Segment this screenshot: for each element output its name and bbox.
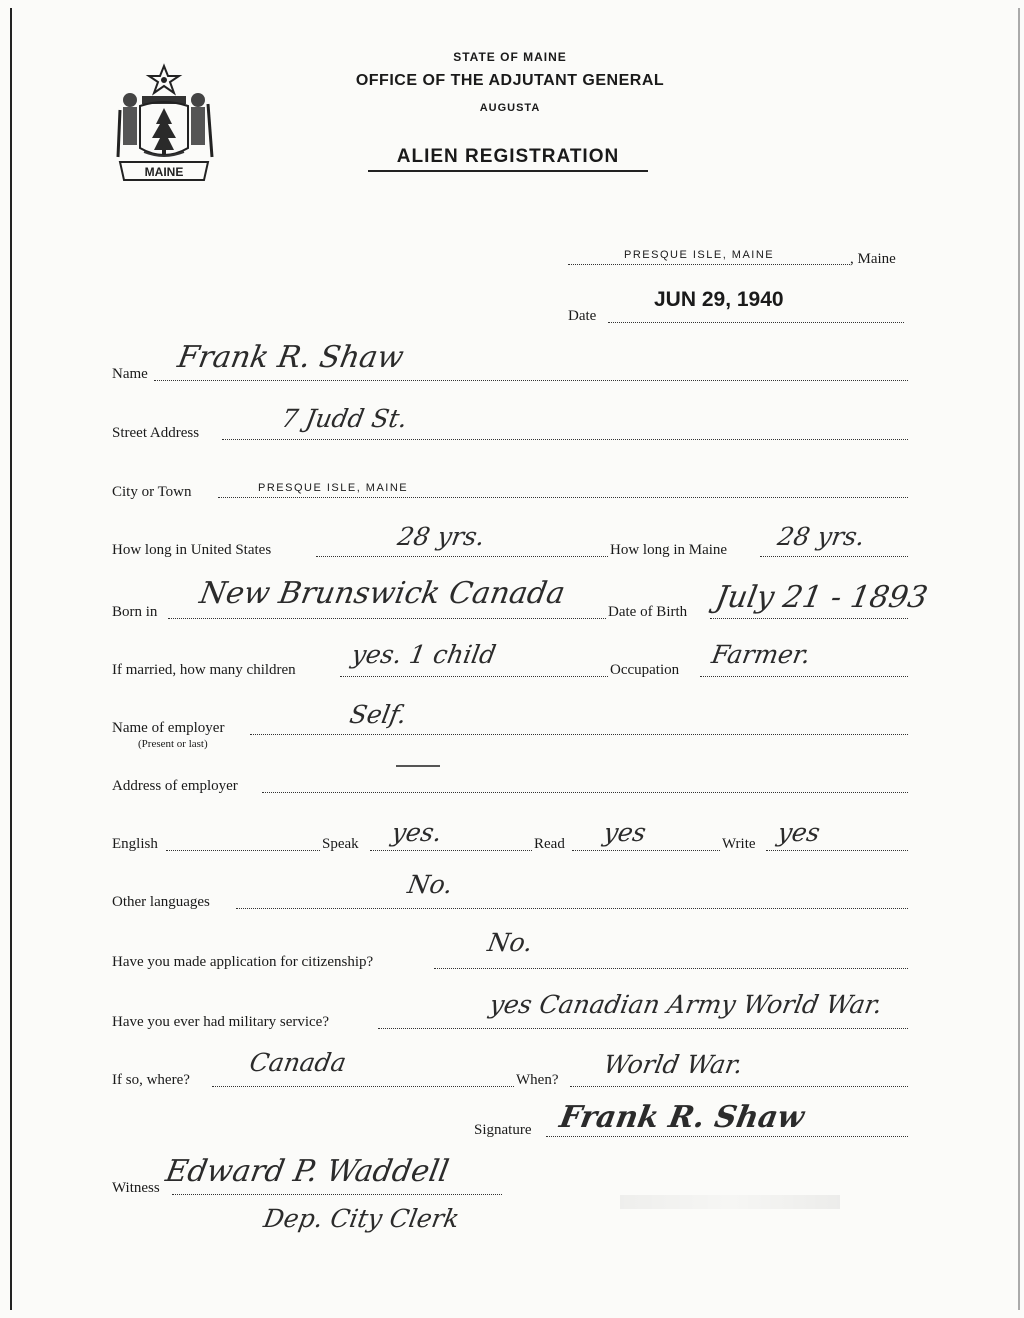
state-of-maine-seal <box>108 62 220 184</box>
faint-smudge <box>620 1195 840 1209</box>
employer-address-label: Address of employer <box>112 778 238 794</box>
how-long-maine-value[interactable]: 28 yrs. <box>775 522 868 551</box>
how-long-us-value[interactable]: 28 yrs. <box>395 522 488 551</box>
other-languages-value[interactable]: No. <box>405 870 455 899</box>
date-line <box>608 322 904 323</box>
employer-line <box>250 734 908 735</box>
military-line <box>378 1028 908 1029</box>
place-line <box>568 264 850 265</box>
city-line <box>218 497 908 498</box>
signature-line <box>546 1136 908 1137</box>
occupation-line <box>700 676 908 677</box>
children-label: If married, how many children <box>112 662 296 678</box>
witness-title: Dep. City Clerk <box>261 1204 462 1233</box>
born-in-value[interactable]: New Brunswick Canada <box>196 576 568 611</box>
dob-value[interactable]: July 21 - 1893 <box>712 580 931 615</box>
header-city: AUGUSTA <box>479 102 541 114</box>
form-title: ALIEN REGISTRATION <box>368 146 648 172</box>
write-line <box>766 850 908 851</box>
read-line <box>572 850 720 851</box>
street-label: Street Address <box>112 425 200 441</box>
city-label: City or Town <box>112 484 192 500</box>
header-state: STATE OF MAINE <box>453 50 567 64</box>
signature-value[interactable]: Frank R. Shaw <box>556 1100 807 1135</box>
how-long-us-line <box>316 556 608 557</box>
header-office: OFFICE OF THE ADJUTANT GENERAL <box>355 72 665 89</box>
read-value[interactable]: yes <box>601 818 649 847</box>
english-line <box>166 850 320 851</box>
street-line <box>222 439 908 440</box>
citizenship-value[interactable]: No. <box>485 928 535 957</box>
place-stamp: PRESQUE ISLE, MAINE <box>624 249 775 261</box>
how-long-us-label: How long in United States <box>112 542 272 558</box>
name-label: Name <box>112 366 148 382</box>
place-suffix: , Maine <box>850 251 896 267</box>
speak-value[interactable]: yes. <box>389 818 445 847</box>
english-label: English <box>112 836 158 852</box>
write-value[interactable]: yes <box>775 818 823 847</box>
speak-label: Speak <box>322 836 359 852</box>
name-line <box>154 380 908 381</box>
speak-line <box>370 850 532 851</box>
military-value[interactable]: yes Canadian Army World War. <box>487 990 885 1019</box>
signature-label: Signature <box>474 1122 532 1138</box>
children-value[interactable]: yes. 1 child <box>349 640 499 669</box>
other-languages-label: Other languages <box>112 894 210 910</box>
other-languages-line <box>236 908 908 909</box>
how-long-maine-line <box>760 556 908 557</box>
document-frame <box>10 8 1020 1310</box>
witness-line <box>172 1194 502 1195</box>
street-value[interactable]: 7 Judd St. <box>279 404 410 433</box>
employer-value[interactable]: Self. <box>347 700 409 729</box>
military-label: Have you ever had military service? <box>112 1014 329 1030</box>
date-stamp: JUN 29, 1940 <box>654 288 784 311</box>
where-line <box>212 1086 514 1087</box>
when-line <box>570 1086 908 1087</box>
read-label: Read <box>534 836 565 852</box>
seal-banner-text: MAINE <box>144 165 184 179</box>
children-line <box>340 676 608 677</box>
witness-value[interactable]: Edward P. Waddell <box>162 1154 452 1189</box>
occupation-label: Occupation <box>610 662 680 678</box>
date-label: Date <box>568 308 597 324</box>
when-value[interactable]: World War. <box>601 1050 746 1079</box>
born-in-line <box>168 618 606 619</box>
employer-underline-mark <box>396 765 440 767</box>
employer-sublabel: (Present or last) <box>138 738 208 750</box>
employer-address-line[interactable] <box>262 792 908 793</box>
city-value[interactable]: PRESQUE ISLE, MAINE <box>258 482 409 494</box>
write-label: Write <box>722 836 756 852</box>
born-in-label: Born in <box>112 604 158 620</box>
witness-label: Witness <box>112 1180 160 1196</box>
citizenship-label: Have you made application for citizenship? <box>112 954 374 970</box>
when-label: When? <box>516 1072 559 1088</box>
how-long-maine-label: How long in Maine <box>610 542 728 558</box>
dob-label: Date of Birth <box>608 604 688 620</box>
occupation-value[interactable]: Farmer. <box>709 640 813 669</box>
employer-label: Name of employer <box>112 720 225 736</box>
name-value[interactable]: Frank R. Shaw <box>174 340 407 375</box>
where-value[interactable]: Canada <box>247 1048 349 1077</box>
where-label: If so, where? <box>112 1072 190 1088</box>
dob-line <box>710 618 908 619</box>
citizenship-line <box>434 968 908 969</box>
